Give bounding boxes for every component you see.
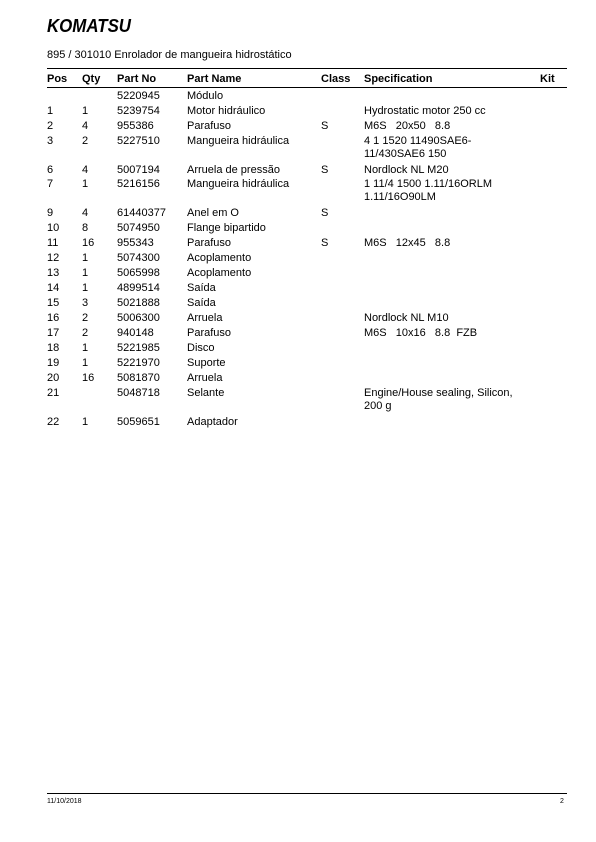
cell-qty: 2 — [82, 312, 89, 324]
cell-part-name: Parafuso — [187, 237, 232, 249]
cell-qty: 16 — [82, 237, 95, 249]
col-header-specification: Specification — [364, 73, 433, 85]
cell-part-name: Arruela — [187, 312, 223, 324]
cell-part-no: 955343 — [117, 237, 154, 249]
cell-part-name: Anel em O — [187, 207, 239, 219]
cell-qty: 4 — [82, 164, 89, 176]
cell-part-name: Parafuso — [187, 327, 232, 339]
cell-part-name: Parafuso — [187, 120, 232, 132]
cell-pos: 9 — [47, 207, 54, 219]
cell-qty: 1 — [82, 357, 89, 369]
cell-qty: 8 — [82, 222, 89, 234]
cell-pos: 21 — [47, 387, 60, 399]
cell-qty: 3 — [82, 297, 89, 309]
cell-part-name: Saída — [187, 297, 216, 309]
cell-pos: 3 — [47, 135, 54, 147]
cell-part-no: 4899514 — [117, 282, 160, 294]
cell-pos: 6 — [47, 164, 54, 176]
cell-pos: 13 — [47, 267, 60, 279]
cell-part-no: 5227510 — [117, 135, 160, 147]
cell-part-no: 5239754 — [117, 105, 160, 117]
cell-specification: Engine/House sealing, Silicon, 200 g — [364, 387, 513, 412]
cell-class: S — [321, 164, 329, 176]
cell-part-no: 5059651 — [117, 416, 160, 428]
cell-qty: 1 — [82, 282, 89, 294]
footer-page-number: 2 — [560, 798, 564, 805]
cell-part-name: Selante — [187, 387, 225, 399]
komatsu-logo-mark — [47, 15, 157, 39]
cell-qty: 1 — [82, 105, 89, 117]
cell-part-no: 5021888 — [117, 297, 160, 309]
cell-part-name: Disco — [187, 342, 215, 354]
col-header-part-no: Part No — [117, 73, 157, 85]
cell-qty: 1 — [82, 267, 89, 279]
cell-pos: 15 — [47, 297, 60, 309]
cell-pos: 18 — [47, 342, 60, 354]
cell-part-no: 5048718 — [117, 387, 160, 399]
cell-part-no: 5216156 — [117, 178, 160, 190]
cell-qty: 1 — [82, 252, 89, 264]
cell-pos: 17 — [47, 327, 60, 339]
col-header-class: Class — [321, 73, 351, 85]
cell-part-name: Adaptador — [187, 416, 238, 428]
cell-specification: Nordlock NL M20 — [364, 164, 449, 176]
document-subtitle: 895 / 301010 Enrolador de mangueira hidrostático — [47, 49, 292, 61]
col-header-part-name: Part Name — [187, 73, 242, 85]
cell-part-no: 5081870 — [117, 372, 160, 384]
cell-qty: 2 — [82, 327, 89, 339]
cell-part-name: Saída — [187, 282, 216, 294]
cell-part-name: Arruela de pressão — [187, 164, 280, 176]
cell-part-name: Acoplamento — [187, 252, 252, 264]
cell-pos: 16 — [47, 312, 60, 324]
col-header-kit: Kit — [540, 73, 555, 85]
col-header-pos: Pos — [47, 73, 68, 85]
cell-qty: 1 — [82, 178, 89, 190]
cell-class: S — [321, 207, 329, 219]
header-bottom-rule — [47, 87, 567, 88]
cell-pos: 7 — [47, 178, 54, 190]
cell-part-no: 955386 — [117, 120, 154, 132]
cell-specification: 1 11/4 1500 1.11/16ORLM 1.11/16O90LM — [364, 178, 493, 203]
cell-part-no: 940148 — [117, 327, 154, 339]
cell-part-no: 61440377 — [117, 207, 166, 219]
cell-pos: 11 — [47, 237, 59, 249]
cell-pos: 19 — [47, 357, 60, 369]
header-top-rule — [47, 68, 567, 69]
cell-specification: M6S 20x50 8.8 — [364, 120, 451, 132]
logo-text: KOMATSU — [47, 16, 132, 36]
cell-part-no: 5007194 — [117, 164, 160, 176]
cell-part-name: Flange bipartido — [187, 222, 266, 234]
cell-pos: 10 — [47, 222, 60, 234]
cell-specification: 4 1 1520 11490SAE6-11/430SAE6 150 — [364, 135, 472, 160]
cell-part-no: 5221985 — [117, 342, 160, 354]
cell-pos: 14 — [47, 282, 60, 294]
cell-part-no: 5220945 — [117, 90, 160, 102]
cell-class: S — [321, 120, 329, 132]
cell-part-no: 5221970 — [117, 357, 160, 369]
cell-part-name: Mangueira hidráulica — [187, 135, 290, 147]
cell-specification: M6S 12x45 8.8 — [364, 237, 451, 249]
cell-qty: 4 — [82, 207, 89, 219]
cell-part-name: Acoplamento — [187, 267, 252, 279]
cell-part-name: Motor hidráulico — [187, 105, 266, 117]
cell-qty: 1 — [82, 342, 89, 354]
cell-specification: Nordlock NL M10 — [364, 312, 449, 324]
cell-part-no: 5074950 — [117, 222, 160, 234]
cell-part-name: Suporte — [187, 357, 226, 369]
footer-date: 11/10/2018 — [47, 798, 82, 805]
cell-qty: 4 — [82, 120, 89, 132]
cell-pos: 20 — [47, 372, 60, 384]
cell-part-name: Mangueira hidráulica — [187, 178, 290, 190]
cell-pos: 12 — [47, 252, 60, 264]
col-header-qty: Qty — [82, 73, 101, 85]
footer-rule — [47, 793, 567, 794]
cell-part-no: 5006300 — [117, 312, 160, 324]
cell-qty: 1 — [82, 416, 89, 428]
cell-class: S — [321, 237, 329, 249]
cell-part-no: 5074300 — [117, 252, 160, 264]
cell-part-name: Módulo — [187, 90, 224, 102]
komatsu-logo — [47, 15, 157, 44]
cell-qty: 2 — [82, 135, 89, 147]
cell-qty: 16 — [82, 372, 95, 384]
cell-pos: 1 — [47, 105, 54, 117]
cell-part-name: Arruela — [187, 372, 223, 384]
cell-pos: 22 — [47, 416, 60, 428]
cell-specification: Hydrostatic motor 250 cc — [364, 105, 486, 117]
cell-specification: M6S 10x16 8.8 FZB — [364, 327, 478, 339]
cell-pos: 2 — [47, 120, 54, 132]
cell-part-no: 5065998 — [117, 267, 160, 279]
